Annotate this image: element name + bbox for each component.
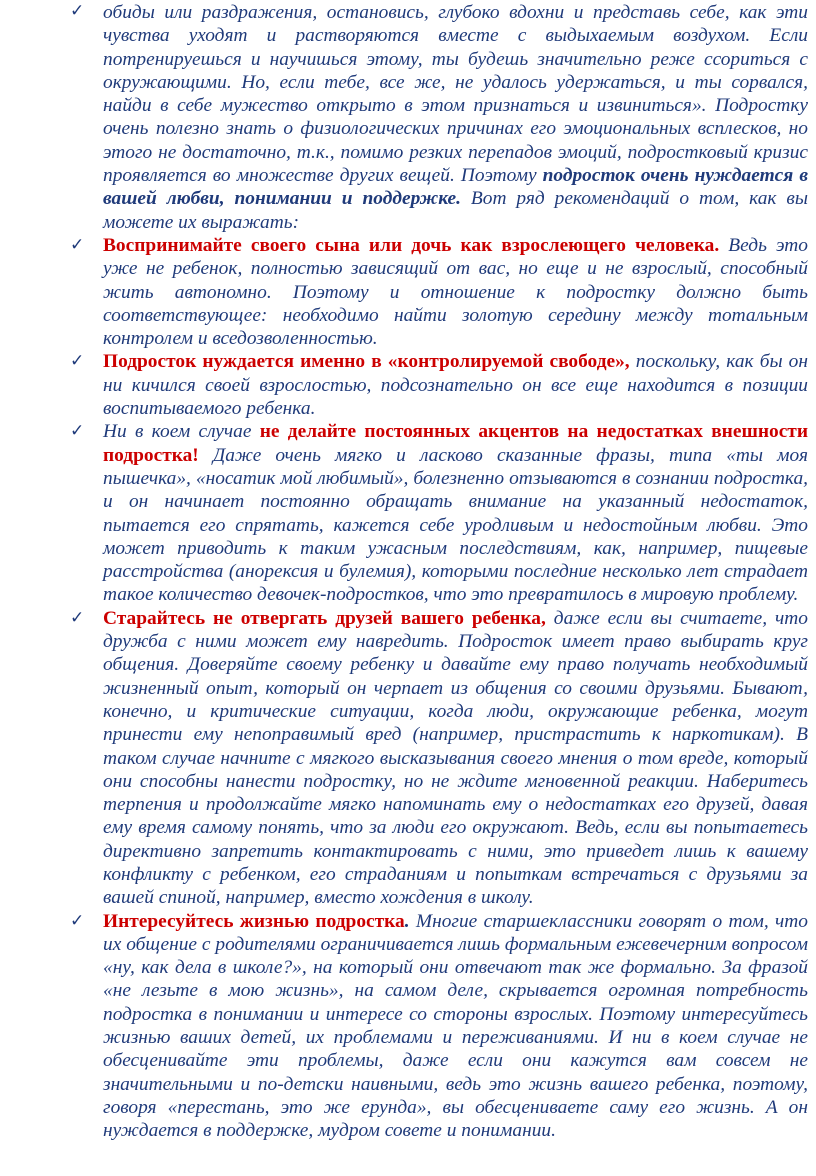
item-body-end: Вот ряд рекомендаций о том, как вы можете их выражать: (103, 188, 808, 233)
item-text (103, 910, 808, 1143)
item-body: обиды или раздражения, остановись, глубоко вдохни и представь себе, как эти чувства уходят и растворяются вместе с выдыхаемым воздухом. Если потренируешься и научишься этому, ты будешь значительно реже ссориться с окружающими. Но, если тебе, все же, не удалось удержаться, и ты сорвался, найди в себе мужество открыто в этом признаться и извиниться». Подростку очень полезно знать о физиологических причинах его эмоциональных всплесков, но этого не достаточно, т.к., помимо резких перепадов эмоций, подростковый кризис проявляется во множестве других вещей. Поэтому (103, 2, 808, 187)
item-text (103, 234, 808, 350)
item-text (103, 420, 808, 606)
checkmark-icon: ✓ (70, 910, 85, 931)
item-text (103, 607, 808, 910)
item-emphasis: подросток очень нуждается в вашей любви, понимании и поддержке. (103, 165, 808, 210)
list-item (0, 234, 810, 350)
item-body: поскольку, как бы он ни кичился своей взрослостью, подсознательно он все еще находится в позиции воспитываемого ребенка. (103, 351, 808, 420)
checkmark-icon: ✓ (70, 234, 85, 255)
item-heading: Старайтесь не отвергать друзей вашего ребенка, (103, 607, 546, 629)
item-lead: Ни в коем случае (103, 421, 260, 443)
item-text (103, 1, 808, 234)
list-item (0, 420, 810, 606)
list-item (0, 910, 810, 1143)
checkmark-icon: ✓ (70, 351, 85, 372)
item-heading: Подросток нуждается именно в «контролируемой свободе», (103, 351, 630, 373)
item-heading: не делайте постоянных акцентов на недостатках внешности подростка! (103, 421, 808, 466)
checkmark-icon: ✓ (70, 607, 85, 628)
item-heading: Интересуйтесь жизнью подростка (103, 910, 405, 932)
item-heading-dot: . (404, 910, 410, 932)
checkmark-icon: ✓ (70, 1, 85, 21)
item-body: Многие старшеклассники говорят о том, что их общение с родителями ограничивается лишь формальным ежевечерним вопросом «ну, как дела в школе?», на который они отвечают так же формально. За фразой «не лезьте в мою жизнь», на самом деле, скрывается огромная потребность подростка в понимании и интересе со стороны взрослых. Поэтому интересуйтесь жизнью ваших детей, их проблемами и переживаниями. И ни в коем случае не обесценивайте эти проблемы, даже если они кажутся вам совсем не значительными и по-детски наивными, ведь это жизнь вашего ребенка, поэтому, говоря «перестань, это же ерунда», вы обесцениваете саму его жизнь. А он нуждается в поддержке, мудром совете и понимании. (103, 910, 808, 1142)
list-item (0, 0, 810, 234)
item-body: Даже очень мягко и ласково сказанные фразы, типа «ты моя пышечка», «носатик мой любимый», болезненно отзываются в сознании подростка, и он начинает постоянно обращать внимание на указанный недостаток, пытается его спрятать, кажется себе уродливым и недостойным любви. Это может приводить к таким ужасным последствиям, как, например, пищевые расстройства (анорексия и булемия), которыми последние несколько лет страдает такое количество девочек-подростков, что это превратилось в мировую проблему. (103, 444, 808, 606)
list-item (0, 607, 810, 910)
item-heading: Воспринимайте своего сына или дочь как взрослеющего человека. (103, 234, 720, 256)
list-item (0, 350, 810, 420)
item-body: даже если вы считаете, что дружба с ними может ему навредить. Подросток имеет право выбирать круг общения. Доверяйте своему ребенку и давайте ему право получать необходимый жизненный опыт, который он черпает из общения со своими друзьями. Бывают, конечно, и критические ситуации, когда люди, окружающие ребенка, могут принести ему непоправимый вред (например, пристрастить к наркотикам). В таком случае начните с мягкого высказывания своего мнения о том вреде, который они способны нанести подростку, но не ждите мгновенной реакции. Наберитесь терпения и продолжайте мягко напоминать ему о недостатках его друзей, давая ему время самому понять, что за люди его окружают. Ведь, если вы попытаетесь директивно запретить контактировать с ними, это приведет лишь к вашему конфликту с ребенком, его страданиям и попыткам встречаться с друзьями за вашей спиной, например, вместо хождения в школу. (103, 607, 808, 909)
checkmark-icon: ✓ (70, 421, 85, 442)
item-text (103, 350, 808, 420)
item-body: Ведь это уже не ребенок, полностью зависящий от вас, но еще и не взрослый, способный жить автономно. Поэтому и отношение к подростку должно быть соответствующее: необходимо найти золотую середину между тотальным контролем и вседозволенностью. (103, 234, 808, 350)
